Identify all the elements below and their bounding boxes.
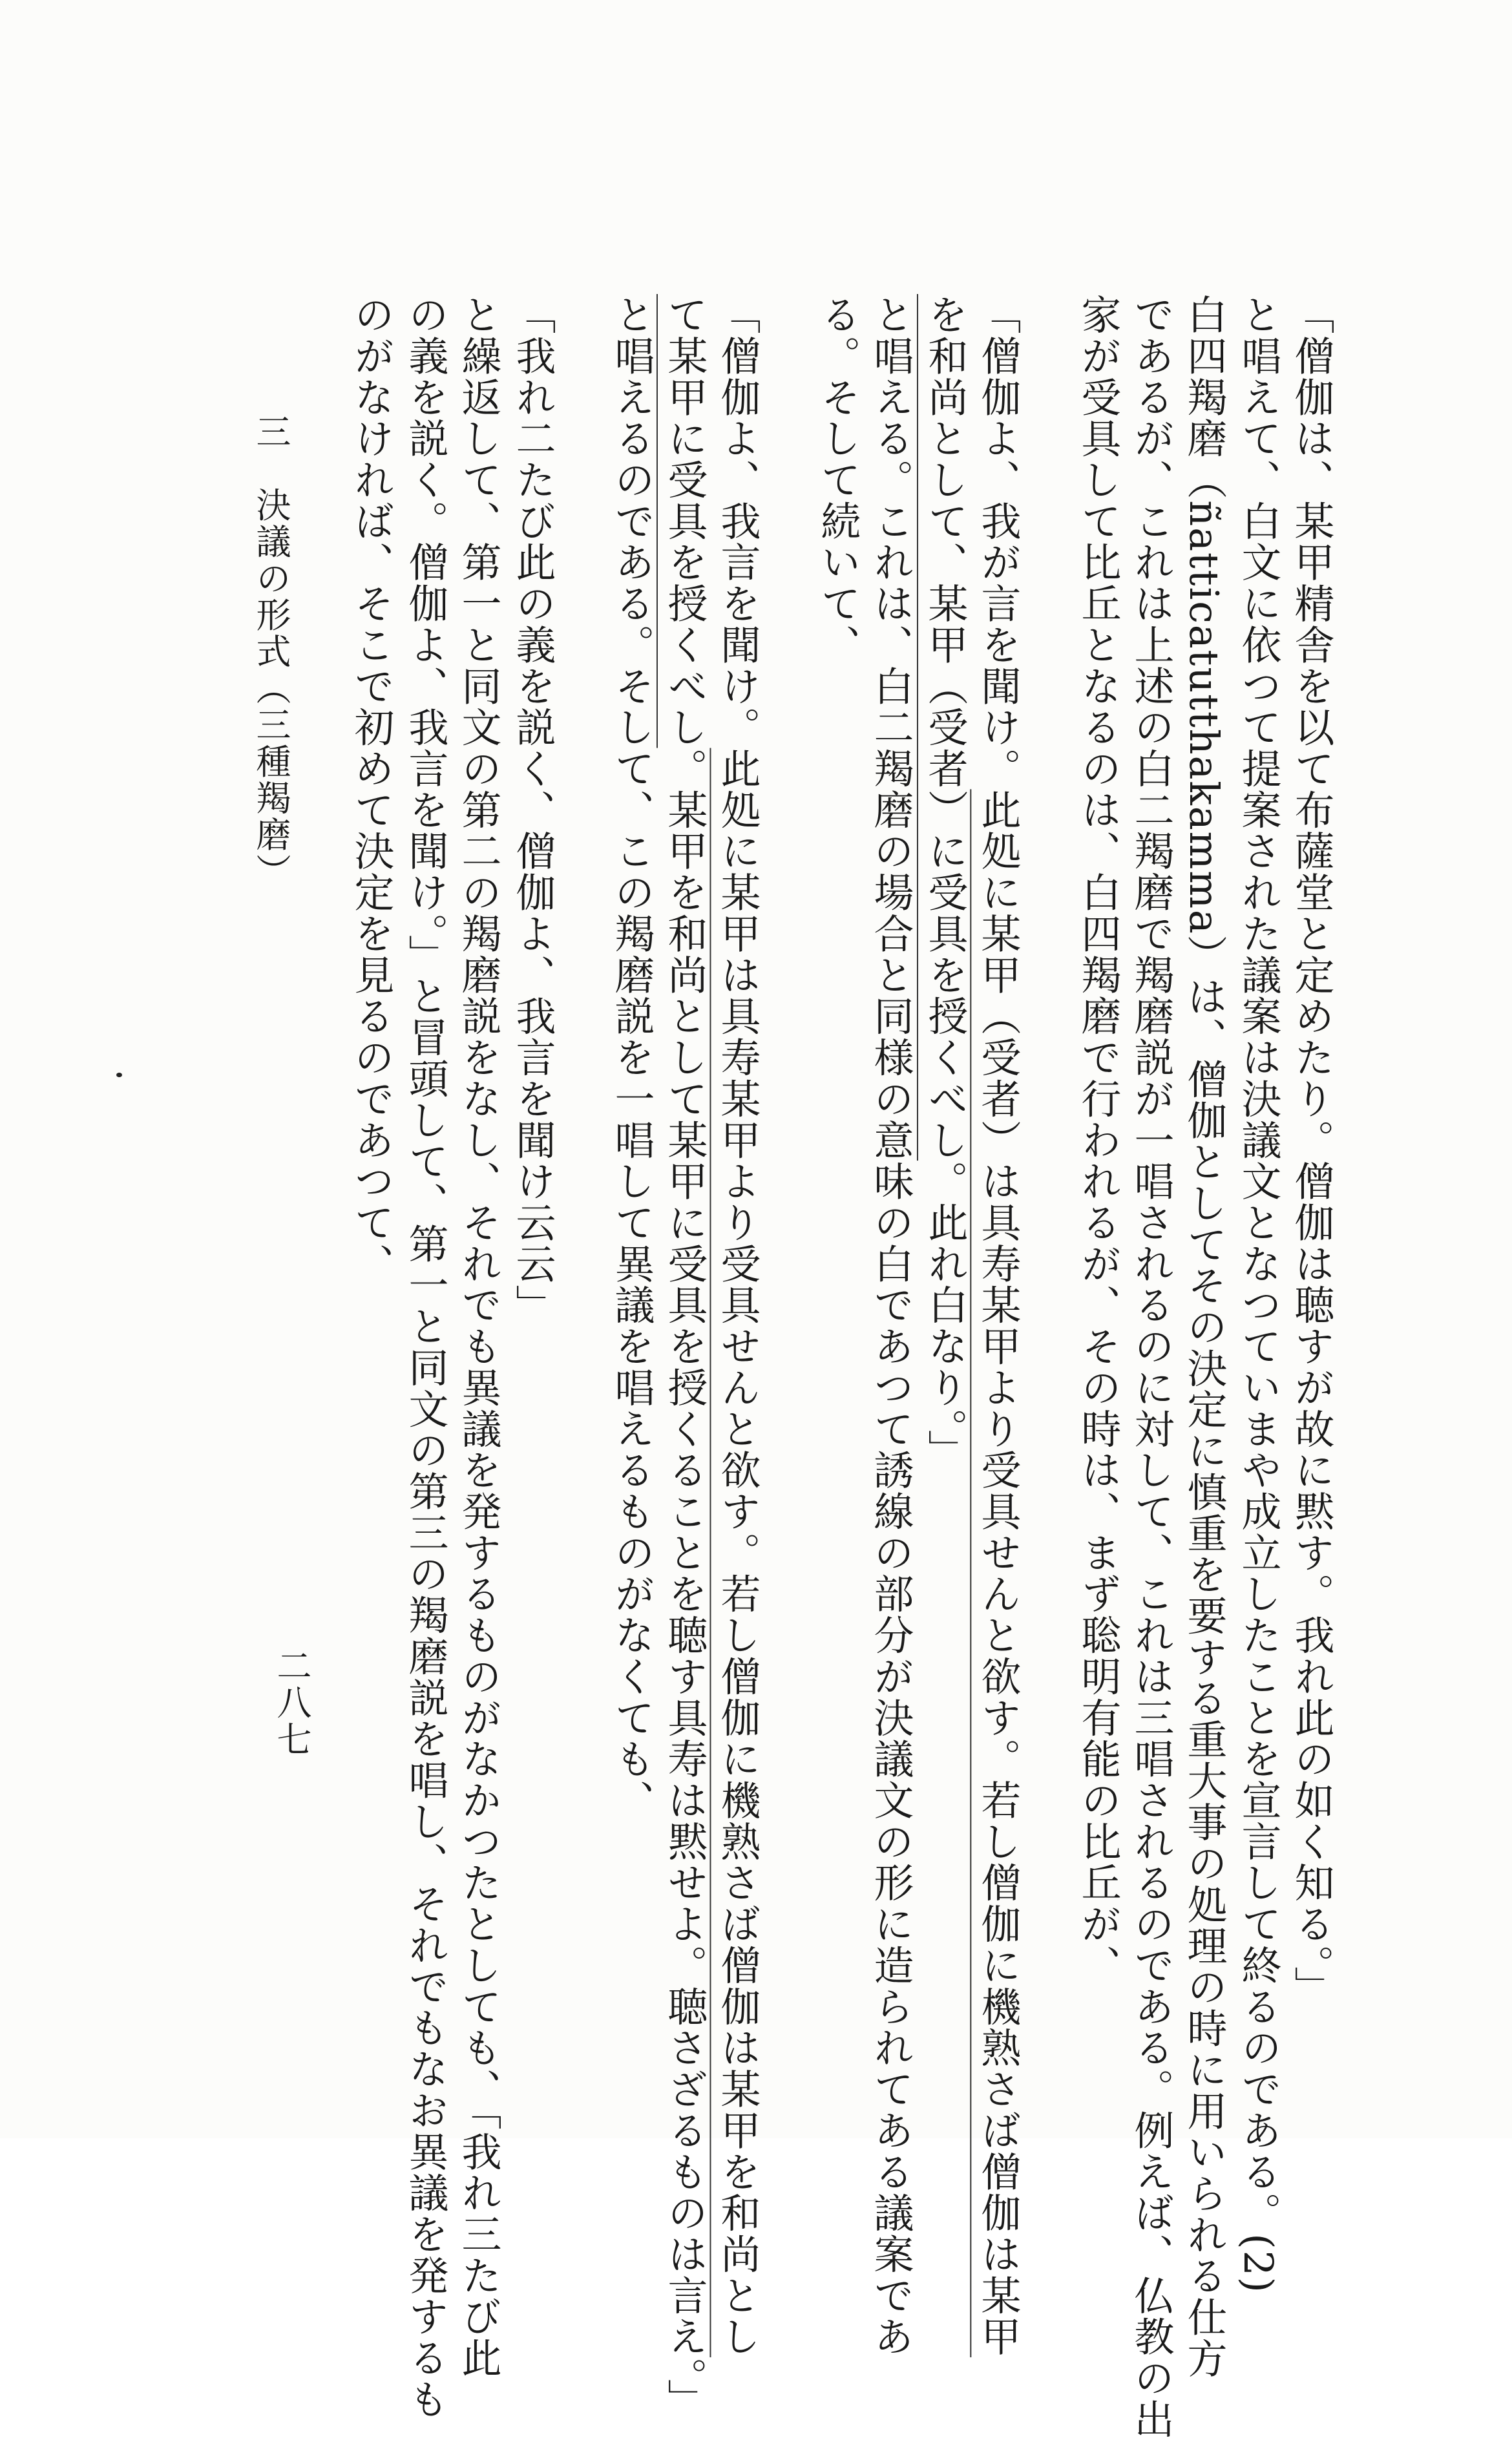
scan-speck [116, 1073, 122, 1077]
line-15 [402, 294, 449, 2420]
text-segment: と唱える。これは、白二羯磨の場合と同様の意味の白であつて誘線の部分が決議文の形に造られてある議案であ [867, 294, 914, 2357]
text-segment: であるが、これは上述の白二羯磨で羯磨説が一唱されるのに対して、これは三唱されるのである。例えば、仏教の出 [1128, 294, 1175, 2440]
underlined-text: て某甲に受具を授くべし [661, 294, 708, 748]
text-segment: る。そして続いて、 [814, 294, 861, 666]
line-06 [974, 294, 1022, 2358]
line-11 [661, 294, 708, 2420]
text-segment: 「我れ二たび此の義を説く、僧伽よ、我言を聞け云云」 [509, 294, 556, 1326]
line-12 [608, 294, 655, 1821]
text-segment: 「僧伽よ、我言を聞け。 [714, 294, 761, 748]
text-segment: の義を説く。僧伽よ、我言を聞け。」と冒頭して、第一と同文の第三の羯磨説を唱し、それでもなお異議を発するも [402, 294, 449, 2420]
line-02 [1235, 294, 1282, 2294]
text-segment: のがなければ、そこで初めて決定を見るのであつて、 [348, 294, 395, 1285]
line-09 [814, 294, 861, 666]
text-segment: 「僧伽よ、我が言を聞け。 [974, 294, 1022, 790]
line-08 [867, 294, 914, 2357]
text-segment: 家が受具して比丘となるのは、白四羯磨で行われるが、その時は、まず聡明有能の比丘が、 [1075, 294, 1122, 1986]
underlined-text: を和尚として、某甲（受者）に受具を授くべし [921, 294, 969, 1161]
line-14 [455, 294, 502, 2379]
line-01 [1288, 294, 1335, 2008]
line-16 [348, 294, 395, 1285]
underlined-text: 此処に某甲は具寿某甲より受具せんと欲す。若し僧伽に機熟さば僧伽は某甲を和尚とし [714, 748, 761, 2358]
line-13 [509, 294, 556, 1326]
line-10 [714, 294, 761, 2358]
line-03 [1181, 294, 1228, 2379]
text-segment: 。此れ白なり。」 [921, 1161, 969, 1471]
underlined-text: 此処に某甲（受者）は具寿某甲より受具せんと欲す。若し僧伽に機熟さば僧伽は某甲 [974, 789, 1022, 2358]
text-segment: 「僧伽は、某甲精舎を以て布薩堂と定めたり。僧伽は聴すが故に黙す。我れ此の如く知る。」 [1288, 294, 1335, 2008]
text-segment: と繰返して、第一と同文の第二の羯磨説をなし、それでも異議を発するものがなかつたとしても、「我れ三たび此 [455, 294, 502, 2379]
text-segment: と唱えるのである。そして、この羯磨説を一唱して異議を唱えるものがなくても、 [608, 294, 655, 1821]
text-segment: 白四羯磨（ñatticatutthakamma）は、僧伽としてその決定に慎重を要する重大事の処理の時に用いられる仕方 [1181, 294, 1228, 2379]
page-number: 二八七 [271, 1648, 312, 1758]
line-05 [1075, 294, 1122, 1986]
text-segment: 。某甲を和尚として某甲に受具を授くることを聴す具寿は黙せよ。聴さざるものは言え。」 [661, 748, 708, 2420]
text-segment: と唱えて、白文に依つて提案された議案は決議文となつていまや成立したことを宣言して終るのである。(2) [1235, 294, 1282, 2294]
line-04 [1128, 294, 1175, 2440]
section-title: 三 決議の形式（三種羯磨） [251, 414, 291, 890]
line-07 [921, 294, 969, 1471]
